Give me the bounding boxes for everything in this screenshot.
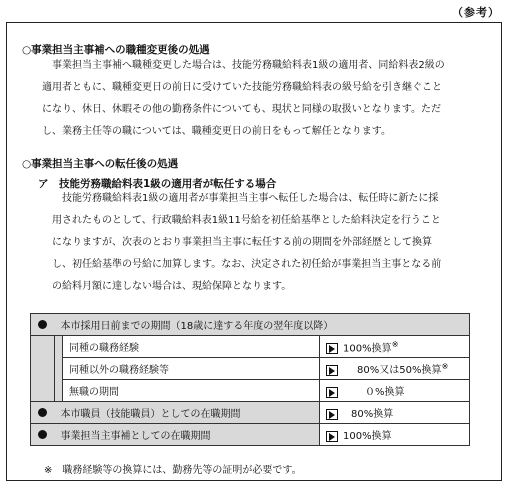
table-row bbox=[31, 314, 470, 336]
section2-line: 技能労務職給料表1級の適用者が事業担当主事へ転任した場合は、転任時に新たに採 bbox=[62, 193, 439, 204]
section2-subheading: ア 技能労務職給料表1級の適用者が転任する場合 bbox=[38, 178, 277, 190]
section2-line: の給料月額に達しない場合は、現給保障となります。 bbox=[52, 281, 292, 292]
group-label: 本市採用日前までの期間（18歳に達する年度の翌年度以降） bbox=[55, 314, 470, 336]
reference-label: （参考） bbox=[452, 6, 500, 19]
arrow-right-icon bbox=[326, 409, 338, 420]
conversion-table bbox=[30, 313, 470, 446]
row-label: 同種以外の職務経験等 bbox=[63, 358, 320, 380]
table-row bbox=[31, 424, 470, 446]
row-value: 100%換算 bbox=[320, 424, 470, 446]
row-label: 事業担当主事補としての在職期間 bbox=[55, 424, 320, 446]
table-row bbox=[31, 402, 470, 424]
bullet-icon bbox=[38, 320, 47, 329]
footnote: ※ 職務経験等の換算には、勤務先等の証明が必要です。 bbox=[44, 465, 302, 476]
table-row bbox=[31, 358, 470, 380]
arrow-right-icon bbox=[326, 387, 338, 398]
arrow-right-icon bbox=[326, 343, 338, 354]
section2-line: し、初任給基準の号給に加算します。なお、決定された初任給が事業担当主事となる前 bbox=[52, 259, 442, 270]
section1-line: 事業担当主事補へ職種変更した場合は、技能労務職給料表1級の適用者、同給料表2級の bbox=[52, 60, 445, 71]
row-label: 無職の期間 bbox=[63, 380, 320, 402]
row-value: 80%又は50%換算※ bbox=[320, 358, 470, 380]
arrow-right-icon bbox=[326, 365, 338, 376]
section1-heading: ○事業担当主事補への職種変更後の処遇 bbox=[22, 44, 210, 56]
row-label: 本市職員（技能職員）としての在職期間 bbox=[55, 402, 320, 424]
section2-paragraph bbox=[52, 188, 441, 298]
table-row bbox=[31, 380, 470, 402]
bullet-icon bbox=[38, 430, 47, 439]
section2-line: になりますが、次表のとおり事業担当主事に転任する前の期間を外部経歴として換算 bbox=[52, 237, 432, 248]
row-label: 同種の職務経験 bbox=[63, 336, 320, 358]
row-value: 80%換算 bbox=[320, 402, 470, 424]
table-row bbox=[31, 336, 470, 358]
arrow-right-icon bbox=[326, 431, 338, 442]
section1-line: になり、休日、休暇その他の勤務条件についても、現状と同様の取扱いとなります。ただ bbox=[42, 104, 441, 115]
section2-heading: ○事業担当主事への転任後の処遇 bbox=[22, 158, 179, 170]
section2-line: 用されたものとして、行政職給料表1級11号給を初任給基準とした給料決定を行うこと bbox=[52, 215, 441, 226]
row-value: 100%換算※ bbox=[320, 336, 470, 358]
bullet-icon bbox=[38, 408, 47, 417]
section1-line: し、業務主任等の職については、職種変更日の前日をもって解任となります。 bbox=[42, 126, 391, 137]
section1-line: 適用者ともに、職種変更日の前日に受けていた技能労務職給料表の級号給を引き継ぐこと bbox=[42, 82, 442, 93]
section1-paragraph bbox=[42, 55, 445, 143]
row-value: ０%換算 bbox=[320, 380, 470, 402]
